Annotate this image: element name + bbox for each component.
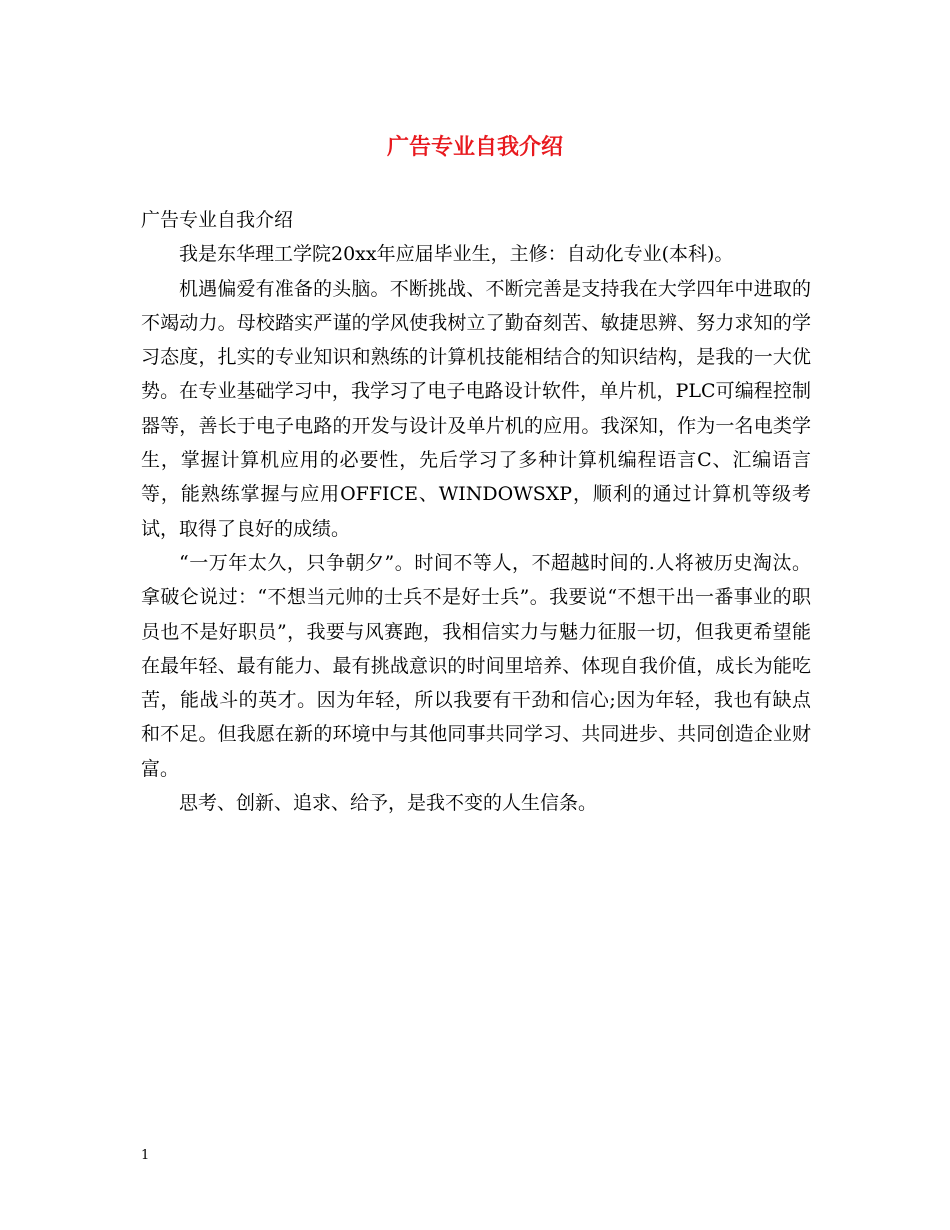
paragraph-skills: 机遇偏爱有准备的头脑。不断挑战、不断完善是支持我在大学四年中进取的不竭动力。母校踏实严谨的学风使我树立了勤奋刻苦、敏捷思辨、努力求知的学习态度，扎实的专业知识和熟练的计算机技能相结合的知识结构，是我的一大优势。在专业基础学习中，我学习了电子电路设计软件，单片机，PLC可编程控制器等，善长于电子电路的开发与设计及单片机的应用。我深知，作为一名电类学生，掌握计算机应用的必要性，先后学习了多种计算机编程语言C、汇编语言等，能熟练掌握与应用OFFICE、WINDOWSXP，顺利的通过计算机等级考试，取得了良好的成绩。 bbox=[141, 277, 811, 540]
page-number: 1 bbox=[141, 1148, 150, 1163]
paragraph-ambition: “一万年太久，只争朝夕”。时间不等人，不超越时间的.人将被历史淘汰。拿破仑说过：“不想当元帅的士兵不是好士兵”。我要说“不想干出一番事业的职员也不是好职员”，我要与风赛跑，我相信实力与魅力征服一切，但我更希望能在最年轻、最有能力、最有挑战意识的时间里培养、体现自我价值，成长为能吃苦，能战斗的英才。因为年轻，所以我要有干劲和信心;因为年轻，我也有缺点和不足。但我愿在新的环境中与其他同事共同学习、共同进步、共同创造企业财富。 bbox=[141, 551, 811, 780]
document-title: 广告专业自我介绍 bbox=[386, 134, 563, 160]
paragraph-motto: 思考、创新、追求、给予，是我不变的人生信条。 bbox=[179, 792, 598, 815]
document-body bbox=[141, 203, 811, 820]
paragraph-intro: 我是东华理工学院20xx年应届毕业生，主修：自动化专业(本科)。 bbox=[179, 243, 734, 266]
document-subtitle: 广告专业自我介绍 bbox=[141, 209, 294, 231]
